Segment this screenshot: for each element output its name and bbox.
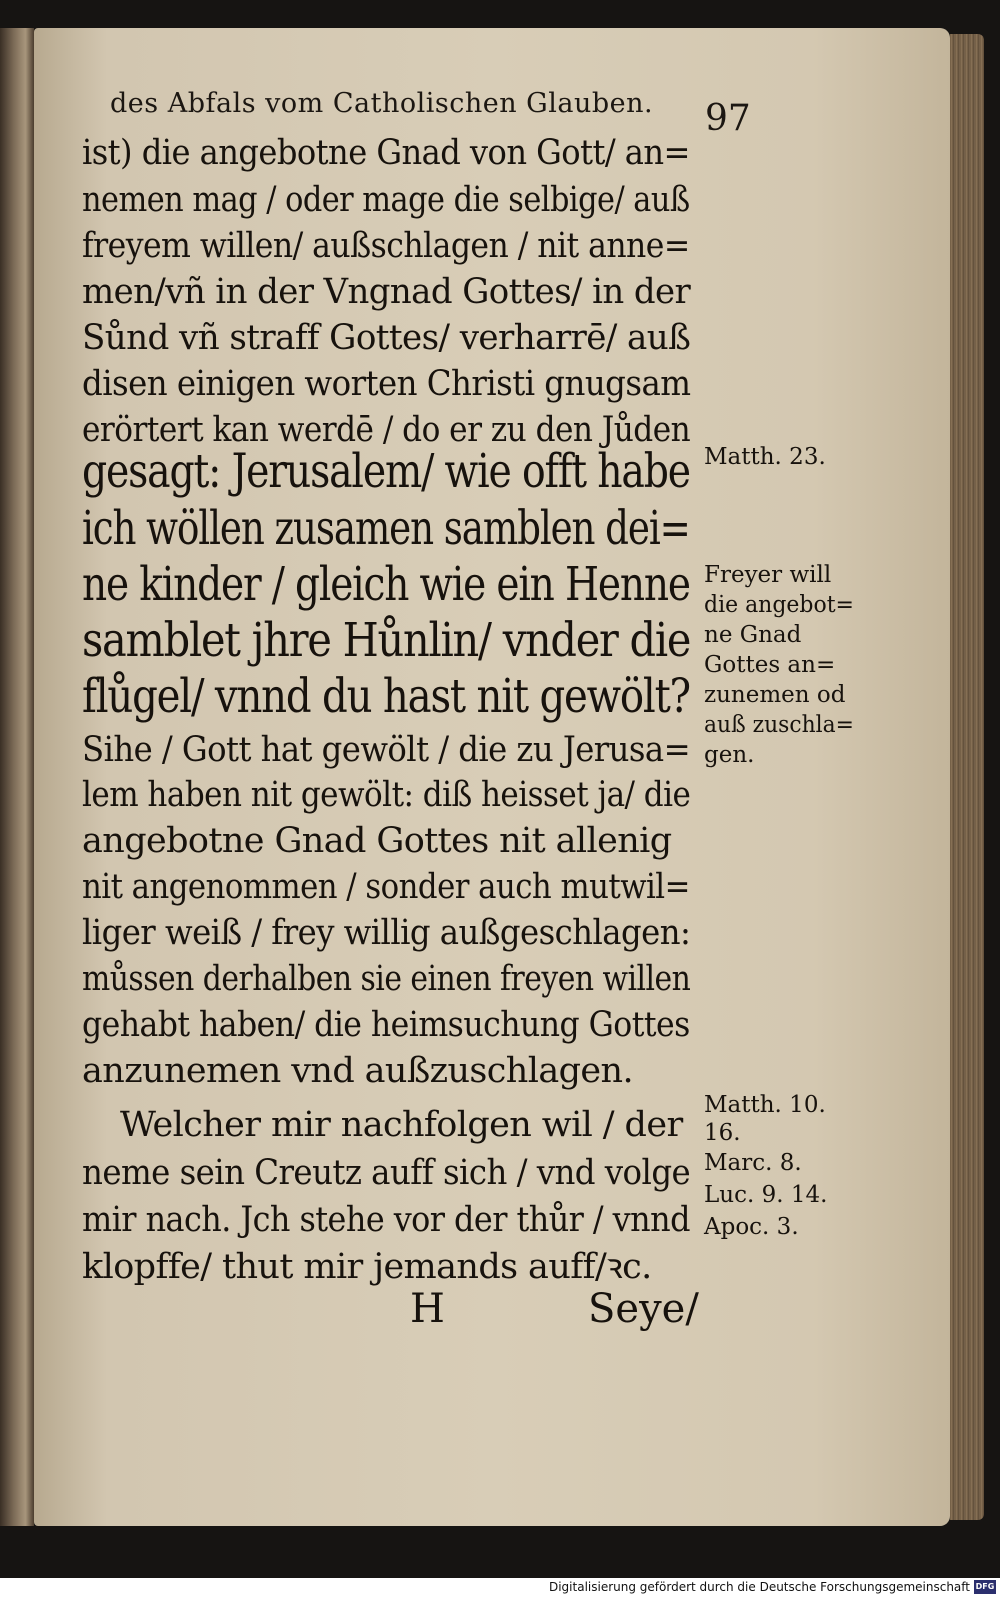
text-line-large: flůgel/ vnnd du hast nit gewölt? [82, 669, 690, 724]
marginal-note: Matth. 23. [704, 444, 826, 470]
adjacent-page-edge [0, 28, 34, 1526]
dfg-logo-icon: DFG [974, 1580, 996, 1594]
text-line: liger weiß / frey willig außgeschlagen: [82, 913, 691, 953]
text-line: ist) die angebotne Gnad von Gott/ an= [82, 133, 690, 173]
text-line: klopffe/ thut mir jemands auff/ꝛc. [82, 1247, 652, 1287]
text-line: Sůnd vñ straff Gottes/ verharrē/ auß [82, 318, 691, 358]
text-line: Sihe / Gott hat gewölt / die zu Jerusa= [82, 730, 691, 770]
marginal-note: Gottes an= [704, 652, 836, 678]
text-line: men/vñ in der Vngnad Gottes/ in der [82, 272, 691, 312]
text-line-large: gesagt: Jerusalem/ wie offt habe [82, 444, 690, 499]
text-line: lem haben nit gewölt: diß heisset ja/ die [82, 775, 691, 815]
marginal-note: gen. [704, 742, 755, 768]
marginal-note: 16. [704, 1120, 741, 1146]
text-line: anzunemen vnd außzuschlagen. [82, 1051, 633, 1091]
marginal-note: ne Gnad [704, 622, 802, 648]
funding-credit: Digitalisierung gefördert durch die Deutsche Forschungsgemeinschaft [548, 1580, 970, 1594]
text-line: Welcher mir nachfolgen wil / der [120, 1105, 683, 1145]
text-line: nemen mag / oder mage die selbige/ auß [82, 180, 690, 220]
marginal-note: Freyer will [704, 562, 832, 588]
text-line-large: samblet jhre Hůnlin/ vnder die [82, 613, 691, 668]
text-line: freyem willen/ außschlagen / nit anne= [82, 226, 690, 266]
text-line: nit angenommen / sonder auch mutwil= [82, 867, 690, 907]
marginal-note: Apoc. 3. [704, 1214, 799, 1240]
page-block-edge [950, 34, 984, 1520]
text-line: erörtert kan werdē / do er zu den Jůden [82, 410, 691, 450]
page-number: 97 [705, 98, 751, 139]
running-head: des Abfals vom Catholischen Glauben. [110, 88, 654, 119]
text-line: můssen derhalben sie einen freyen willen [82, 959, 691, 999]
text-line-large: ne kinder / gleich wie ein Henne [82, 557, 690, 612]
marginal-note: die angebot= [704, 592, 854, 618]
marginal-note: Marc. 8. [704, 1150, 802, 1176]
marginal-note: zunemen od [704, 682, 846, 708]
text-line: mir nach. Jch stehe vor der thůr / vnnd [82, 1200, 690, 1240]
signature-mark: H [410, 1286, 445, 1332]
marginal-note: Matth. 10. [704, 1092, 826, 1118]
catchword: Seye/ [588, 1286, 699, 1332]
text-line-large: ich wöllen zusamen samblen dei= [82, 501, 690, 556]
text-line: gehabt haben/ die heimsuchung Gottes [82, 1005, 690, 1045]
text-line: neme sein Creutz auff sich / vnd volge [82, 1153, 691, 1193]
marginal-note: Luc. 9. 14. [704, 1182, 828, 1208]
text-line: angebotne Gnad Gottes nit allenig [82, 821, 672, 861]
text-line: disen einigen worten Christi gnugsam [82, 364, 691, 404]
marginal-note: auß zuschla= [704, 712, 854, 738]
